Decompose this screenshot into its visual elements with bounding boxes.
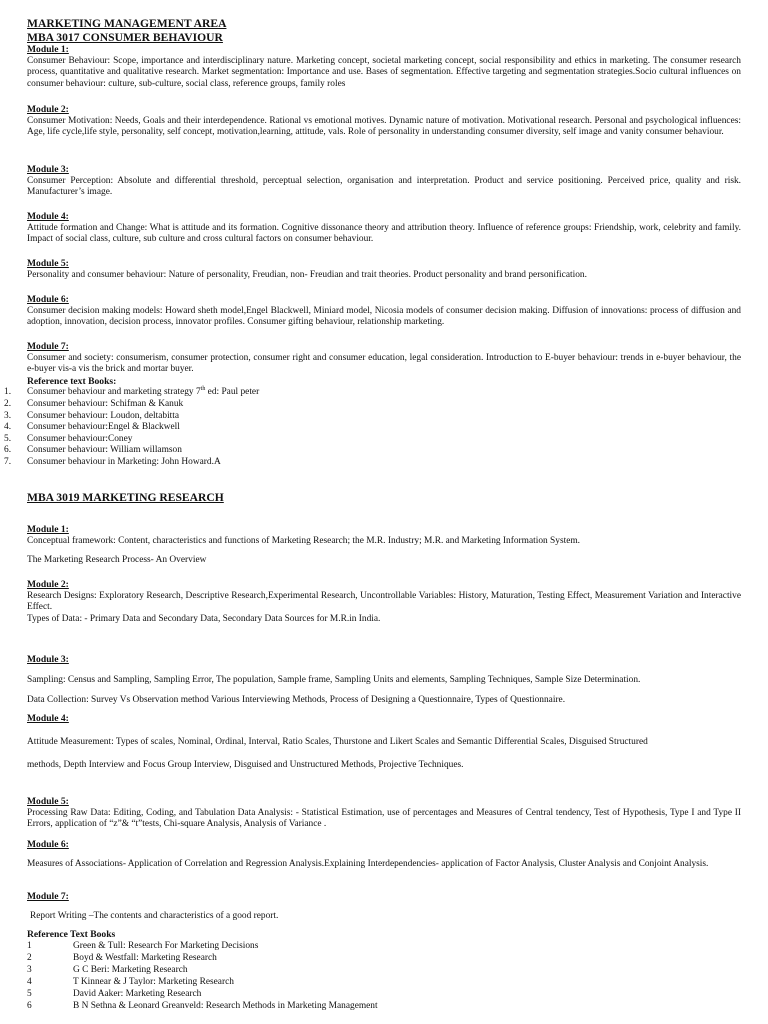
area-title: MARKETING MANAGEMENT AREA bbox=[27, 17, 227, 30]
list-item bbox=[4, 386, 741, 399]
list-item bbox=[27, 953, 741, 965]
mr-module-4 bbox=[27, 713, 741, 772]
module-label: Module 3: bbox=[27, 164, 69, 175]
reference-heading: Reference text Books: bbox=[27, 375, 117, 387]
list-text: Consumer behaviour:Coney bbox=[27, 433, 133, 444]
module-label: Module 4: bbox=[27, 713, 69, 724]
module-text: Data Collection: Survey Vs Observation method Various Interviewing Methods, Process of Designing a Questionnaire, Types of Questionnaire. bbox=[27, 695, 566, 706]
reference-list bbox=[27, 941, 741, 1013]
list-item bbox=[4, 398, 741, 411]
list-number: 3. bbox=[4, 410, 12, 421]
module-label: Module 7: bbox=[27, 341, 69, 352]
mr-module-2 bbox=[27, 579, 741, 625]
list-number: 6 bbox=[27, 1000, 32, 1011]
module-label: Module 5: bbox=[27, 258, 69, 269]
module-label: Module 2: bbox=[27, 579, 69, 590]
list-text: Consumer behaviour: William willamson bbox=[27, 445, 182, 456]
module-label: Module 2: bbox=[27, 104, 69, 115]
list-item bbox=[4, 410, 741, 423]
list-number: 4. bbox=[4, 422, 12, 433]
mr-module-6 bbox=[27, 839, 741, 870]
module-text: Report Writing –The contents and characteristics of a good report. bbox=[30, 910, 279, 921]
reference-heading: Reference Text Books bbox=[27, 929, 116, 940]
list-text: Consumer behaviour in Marketing: John Howard.A bbox=[27, 456, 221, 467]
list-number: 4 bbox=[27, 976, 32, 987]
mr-module-3 bbox=[27, 654, 741, 707]
module-text: Consumer Behaviour: Scope, importance and interdisciplinary nature. Marketing concept, societal marketing concept, social responsibility and ethics in marketing. The consumer research process, quantitative and qualitative research. Market segmentation: Importance and use. Bases of segmentation. Effective targeting and segmentation strategies.Socio cultural influences on consumer behaviour: culture, sub-culture, social class, reference groups, family roles bbox=[27, 55, 741, 89]
reference-list bbox=[4, 386, 741, 468]
list-number: 5 bbox=[27, 988, 32, 999]
module-label: Module 7: bbox=[27, 891, 69, 902]
cb-module-3 bbox=[27, 164, 741, 199]
module-label: Module 1: bbox=[27, 44, 69, 55]
module-text: Types of Data: - Primary Data and Secondary Data, Secondary Data Sources for M.R.in India. bbox=[27, 613, 381, 624]
module-text: Conceptual framework: Content, characteristics and functions of Marketing Research; the M.R. Industry; M.R. and Marketing Information System. bbox=[27, 535, 580, 546]
list-item bbox=[4, 445, 741, 457]
list-number: 3 bbox=[27, 964, 32, 975]
list-text: Consumer behaviour: Schifman & Kanuk bbox=[27, 398, 184, 409]
list-text: Green & Tull: Research For Marketing Decisions bbox=[73, 940, 259, 951]
module-text: The Marketing Research Process- An Overview bbox=[27, 555, 207, 566]
list-item bbox=[27, 1001, 741, 1013]
module-label: Module 5: bbox=[27, 796, 69, 807]
cb-module-5 bbox=[27, 258, 741, 281]
document-header bbox=[27, 17, 741, 45]
module-text: Consumer decision making models: Howard sheth model,Engel Blackwell, Miniard model, Nicosia models of consumer decision making. Diffusion of innovations: process of diffusion and adoption, innovation, decision process, innovator profiles. Consumer gifting behaviour, relationship marketing. bbox=[27, 305, 741, 328]
list-item bbox=[27, 965, 741, 977]
cb-module-4 bbox=[27, 211, 741, 246]
list-text: David Aaker: Marketing Research bbox=[73, 988, 202, 999]
list-item bbox=[4, 433, 741, 446]
mr-module-1 bbox=[27, 524, 741, 567]
list-number: 1. bbox=[4, 387, 12, 398]
module-text: Consumer Motivation: Needs, Goals and their interdependence. Rational vs emotional motives. Dynamic nature of motivation. Motivational research. Personal and psychological influences: Age, life cycle,life style, personality, self concept, motivation,learning, attitude, vals. Role of personality in understanding consumer diversity, self image and vanity consumer behaviour. bbox=[27, 115, 741, 138]
cb-module-6 bbox=[27, 294, 741, 329]
module-text: Processing Raw Data: Editing, Coding, and Tabulation Data Analysis: - Statistical Estimation, use of percentages and Measures of Central tendency, Test of Hypothesis, Type I and Type II Errors, application of “z”& “t”tests, Chi-square Analysis, Analysis of Variance . bbox=[27, 807, 741, 830]
list-text: Consumer behaviour:Engel & Blackwell bbox=[27, 422, 180, 433]
list-number: 6. bbox=[4, 445, 12, 456]
list-item bbox=[27, 989, 741, 1001]
module-text: Sampling: Census and Sampling, Sampling Error, The population, Sample frame, Sampling Units and elements, Sampling Techniques, Sample Size Determination. bbox=[27, 674, 641, 685]
module-text: Consumer and society: consumerism, consumer protection, consumer right and consumer education, legal consideration. Introduction to E-buyer behaviour: trends in e-buyer behaviour, the e-buyer vis-a vis the brick and mortar buyer. bbox=[27, 352, 741, 375]
list-text: B N Sethna & Leonard Greanveld: Research Methods in Marketing Management bbox=[73, 1000, 378, 1011]
module-text: Consumer Perception: Absolute and differential threshold, perceptual selection, organisation and interpretation. Product and service positioning. Perceived price, quality and risk. Manufacturer’s image. bbox=[27, 175, 741, 198]
course-title-marketing-research-wrap bbox=[27, 491, 741, 505]
course-title-consumer-behaviour: MBA 3017 CONSUMER BEHAVIOUR bbox=[27, 31, 223, 44]
cb-module-1 bbox=[27, 44, 741, 90]
module-text: Measures of Associations- Application of Correlation and Regression Analysis.Explaining Interdependencies- application of Factor Analysis, Cluster Analysis and Conjoint Analysis. bbox=[27, 858, 709, 869]
module-label: Module 3: bbox=[27, 654, 69, 665]
module-label: Module 4: bbox=[27, 211, 69, 222]
list-number: 5. bbox=[4, 433, 12, 444]
module-text: Personality and consumer behaviour: Nature of personality, Freudian, non- Freudian and trait theories. Product personality and brand personification. bbox=[27, 269, 587, 280]
list-number: 2. bbox=[4, 398, 12, 409]
list-number: 1 bbox=[27, 940, 32, 951]
list-text: G C Beri: Marketing Research bbox=[73, 964, 188, 975]
mr-module-7 bbox=[27, 891, 741, 922]
list-text: Consumer behaviour and marketing strategy 7th ed: Paul peter bbox=[27, 386, 260, 398]
list-number: 7. bbox=[4, 456, 12, 467]
list-item bbox=[4, 422, 741, 434]
list-text: Boyd & Westfall: Marketing Research bbox=[73, 952, 217, 963]
mr-module-5 bbox=[27, 796, 741, 831]
module-label: Module 6: bbox=[27, 294, 69, 305]
list-number: 2 bbox=[27, 952, 32, 963]
module-label: Module 6: bbox=[27, 839, 69, 850]
list-text: Consumer behaviour: Loudon, deltabitta bbox=[27, 410, 180, 421]
module-text: Research Designs: Exploratory Research, Descriptive Research,Experimental Research, Uncontrollable Variables: History, Maturation, Testing Effect, Measurement Variation and Interactive Effect. bbox=[27, 590, 741, 613]
module-text: Attitude Measurement: Types of scales, Nominal, Ordinal, Interval, Ratio Scales, Thurstone and Likert Scales and Semantic Differential Scales, Disguised Structured bbox=[27, 736, 648, 747]
list-text: T Kinnear & J Taylor: Marketing Research bbox=[73, 976, 234, 987]
cb-module-7 bbox=[4, 341, 741, 469]
module-text: Attitude formation and Change: What is attitude and its formation. Cognitive dissonance theory and attribution theory. Influence of reference groups: Friendship, work, celebrity and family. Impact of social class, culture, sub culture and cross cultural factors on consumer behaviour. bbox=[27, 222, 741, 245]
list-item bbox=[27, 977, 741, 989]
mr-references bbox=[27, 929, 741, 1013]
course-title-marketing-research: MBA 3019 MARKETING RESEARCH bbox=[27, 491, 224, 504]
cb-module-2 bbox=[27, 104, 741, 139]
list-item bbox=[4, 456, 741, 469]
module-label: Module 1: bbox=[27, 524, 69, 535]
list-item bbox=[27, 941, 741, 953]
module-text: methods, Depth Interview and Focus Group Interview, Disguised and Unstructured Methods, Projective Techniques. bbox=[27, 760, 464, 771]
